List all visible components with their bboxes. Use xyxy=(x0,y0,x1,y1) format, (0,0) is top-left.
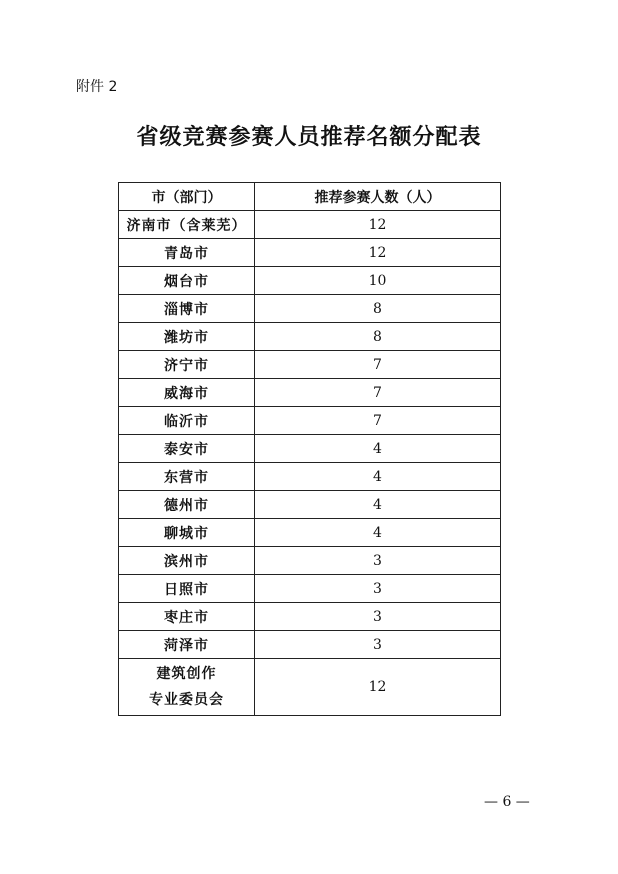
count-cell: 12 xyxy=(255,239,501,267)
count-cell: 4 xyxy=(255,519,501,547)
table-row xyxy=(119,267,501,295)
table-row xyxy=(119,407,501,435)
count-cell: 10 xyxy=(255,267,501,295)
city-cell: 菏泽市 xyxy=(119,631,255,659)
city-cell: 枣庄市 xyxy=(119,603,255,631)
document-title: 省级竞赛参赛人员推荐名额分配表 xyxy=(136,124,482,150)
count-cell: 7 xyxy=(255,379,501,407)
attachment-label: 附件 2 xyxy=(76,79,118,95)
count-cell: 4 xyxy=(255,435,501,463)
count-cell: 3 xyxy=(255,603,501,631)
city-cell: 威海市 xyxy=(119,379,255,407)
table-row xyxy=(119,211,501,239)
table-row xyxy=(119,295,501,323)
city-cell: 临沂市 xyxy=(119,407,255,435)
count-cell: 8 xyxy=(255,295,501,323)
table-row xyxy=(119,547,501,575)
table-row xyxy=(119,379,501,407)
count-cell: 12 xyxy=(255,211,501,239)
count-cell: 7 xyxy=(255,407,501,435)
table-row-committee xyxy=(119,659,501,716)
city-cell: 烟台市 xyxy=(119,267,255,295)
city-cell: 青岛市 xyxy=(119,239,255,267)
table-row xyxy=(119,351,501,379)
table-row xyxy=(119,631,501,659)
quota-allocation-table xyxy=(118,182,501,716)
table-row xyxy=(119,575,501,603)
table-row xyxy=(119,435,501,463)
count-cell: 3 xyxy=(255,631,501,659)
table-row xyxy=(119,603,501,631)
count-cell: 7 xyxy=(255,351,501,379)
header-count: 推荐参赛人数（人） xyxy=(255,183,501,211)
table-row xyxy=(119,491,501,519)
committee-line-2: 专业委员会 xyxy=(149,692,224,708)
header-city: 市（部门） xyxy=(119,183,255,211)
count-cell: 12 xyxy=(255,659,501,716)
page-number: — 6 — xyxy=(484,794,530,810)
count-cell: 3 xyxy=(255,575,501,603)
committee-line-1: 建筑创作 xyxy=(156,666,217,682)
city-cell: 东营市 xyxy=(119,463,255,491)
city-cell: 淄博市 xyxy=(119,295,255,323)
city-cell: 聊城市 xyxy=(119,519,255,547)
city-cell: 潍坊市 xyxy=(119,323,255,351)
count-cell: 8 xyxy=(255,323,501,351)
table-header-row xyxy=(119,183,501,211)
city-cell: 济南市（含莱芜） xyxy=(119,211,255,239)
count-cell: 4 xyxy=(255,491,501,519)
city-cell: 德州市 xyxy=(119,491,255,519)
table-row xyxy=(119,323,501,351)
table-row xyxy=(119,463,501,491)
city-cell: 泰安市 xyxy=(119,435,255,463)
count-cell: 3 xyxy=(255,547,501,575)
count-cell: 4 xyxy=(255,463,501,491)
city-cell: 济宁市 xyxy=(119,351,255,379)
committee-cell xyxy=(119,659,255,716)
table-row xyxy=(119,239,501,267)
city-cell: 日照市 xyxy=(119,575,255,603)
table-row xyxy=(119,519,501,547)
city-cell: 滨州市 xyxy=(119,547,255,575)
